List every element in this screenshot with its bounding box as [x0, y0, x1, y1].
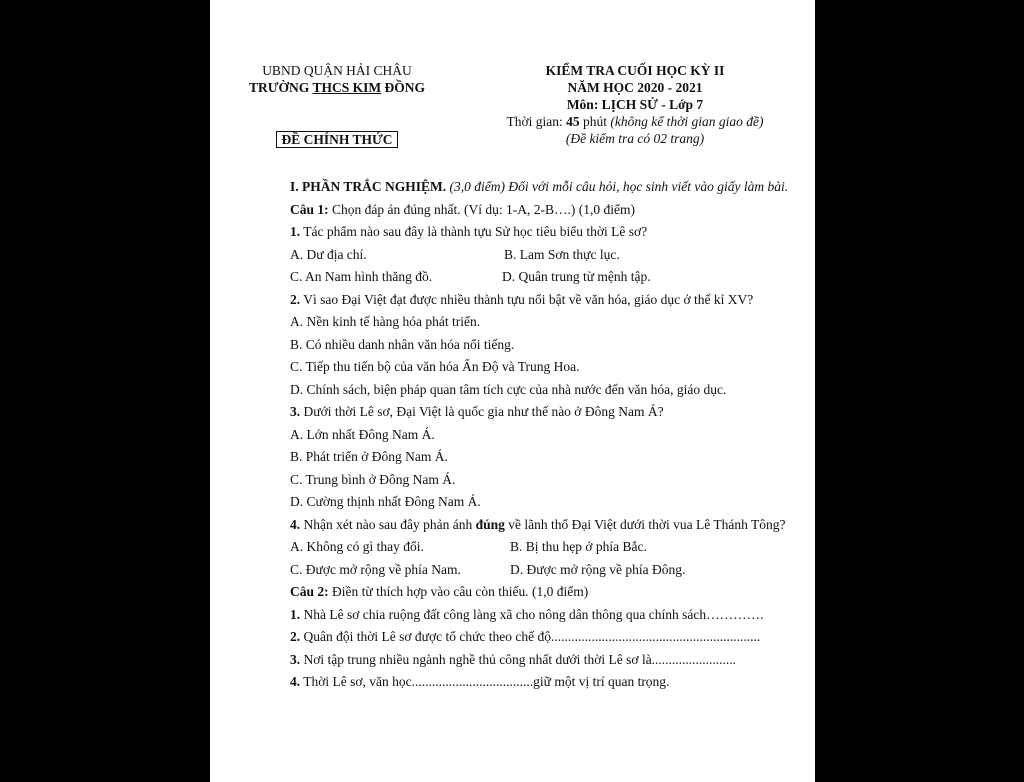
q1-option-b: B. Lam Sơn thực lục. — [504, 247, 620, 262]
q3-option-b: B. Phát triển ở Đông Nam Á. — [290, 449, 448, 464]
fill-item-2: 2. Quân đội thời Lê sơ được tổ chức theo chế độ.............................................................. — [290, 629, 761, 644]
q4-option-d: D. Được mở rộng về phía Đông. — [510, 562, 686, 577]
q2-option-a: A. Nền kinh tế hàng hóa phát triển. — [290, 314, 481, 329]
q3-option-d: D. Cường thịnh nhất Đông Nam Á. — [290, 494, 481, 509]
exam-title: KIỂM TRA CUỐI HỌC KỲ II — [545, 63, 725, 78]
school-name: TRƯỜNG THCS KIM ĐỒNG — [249, 80, 425, 95]
q2-text: 2. Vì sao Đại Việt đạt được nhiều thành tựu nổi bật về văn hóa, giáo dục ở thế kỉ XV? — [290, 292, 754, 307]
q1-option-d: D. Quân trung từ mệnh tập. — [502, 269, 651, 284]
q1-option-c: C. An Nam hình thăng đồ. — [290, 269, 433, 284]
exam-page — [210, 0, 815, 782]
q4-option-c: C. Được mở rộng về phía Nam. — [290, 562, 461, 577]
district-name: UBND QUẬN HẢI CHÂU — [262, 63, 412, 78]
section-title: I. PHẦN TRẮC NGHIỆM. (3,0 điểm) Đối với mỗi câu hỏi, học sinh viết vào giấy làm bài. — [290, 179, 789, 194]
q4-option-b: B. Bị thu hẹp ở phía Bắc. — [510, 539, 647, 554]
subject: Môn: LỊCH SỬ - Lớp 7 — [566, 97, 704, 112]
q2-option-d: D. Chính sách, biện pháp quan tâm tích cực của nhà nước đến văn hóa, giáo dục. — [290, 382, 727, 397]
school-year: NĂM HỌC 2020 - 2021 — [567, 80, 703, 95]
q4-option-a: A. Không có gì thay đổi. — [290, 539, 424, 554]
q3-option-a: A. Lớn nhất Đông Nam Á. — [290, 427, 435, 442]
question-1-heading: Câu 1: Chọn đáp án đúng nhất. (Ví dụ: 1-A, 2-B….) (1,0 điểm) — [290, 202, 635, 217]
q3-option-c: C. Trung bình ở Đông Nam Á. — [290, 472, 456, 487]
q1-option-a: A. Dư địa chí. — [290, 247, 367, 262]
q2-option-c: C. Tiếp thu tiến bộ của văn hóa Ấn Độ và Trung Hoa. — [290, 359, 580, 374]
q1-text: 1. Tác phẩm nào sau đây là thành tựu Sử học tiêu biểu thời Lê sơ? — [290, 224, 648, 239]
question-2-heading: Câu 2: Điền từ thích hợp vào câu còn thiếu. (1,0 điểm) — [290, 584, 589, 599]
q2-option-b: B. Có nhiều danh nhân văn hóa nổi tiếng. — [290, 337, 515, 352]
q4-text: 4. Nhận xét nào sau đây phản ánh đúng về lãnh thổ Đại Việt dưới thời vua Lê Thánh Tông? — [290, 517, 786, 532]
page-count: (Đề kiểm tra có 02 trang) — [565, 131, 705, 146]
fill-item-3: 3. Nơi tập trung nhiều ngành nghề thủ công nhất dưới thời Lê sơ là......................... — [290, 652, 737, 667]
fill-item-4: 4. Thời Lê sơ, văn học....................................giữ một vị trí quan trọng. — [290, 674, 670, 689]
q3-text: 3. Dưới thời Lê sơ, Đại Việt là quốc gia như thế nào ở Đông Nam Á? — [290, 404, 664, 419]
official-badge: ĐỀ CHÍNH THỨC — [210, 131, 464, 148]
exam-time: Thời gian: 45 phút (không kể thời gian giao đề) — [506, 114, 764, 129]
fill-item-1: 1. Nhà Lê sơ chia ruộng đất công làng xã cho nông dân thông qua chính sách…………. — [290, 607, 764, 622]
